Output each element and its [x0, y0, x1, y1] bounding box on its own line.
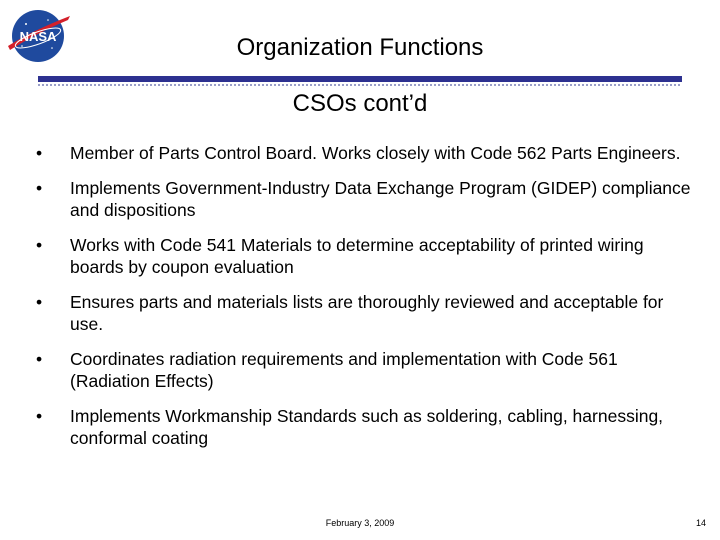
bullet-item — [36, 348, 696, 392]
bullet-dot-icon: • — [36, 235, 43, 255]
slide-title: Organization Functions — [236, 34, 484, 61]
bullet-item — [36, 234, 696, 278]
bullet-text: Ensures parts and materials lists are thoroughly reviewed and acceptable for use. — [70, 292, 664, 334]
bullet-list — [36, 142, 696, 462]
bullet-dot-icon: • — [36, 143, 43, 163]
page-number: 14 — [695, 518, 706, 528]
nasa-logo-text: NASA — [19, 29, 57, 44]
nasa-logo — [4, 6, 72, 66]
bullet-item — [36, 142, 696, 164]
bullet-item — [36, 405, 696, 449]
bullet-dot-icon: • — [36, 349, 43, 369]
bullet-item — [36, 291, 696, 335]
nasa-meatball-icon — [4, 6, 72, 66]
slide-subtitle: CSOs cont’d — [292, 90, 428, 117]
title-divider — [38, 76, 682, 82]
bullet-text: Implements Workmanship Standards such as soldering, cabling, harnessing, conformal coating — [70, 406, 664, 448]
bullet-dot-icon: • — [36, 292, 43, 312]
bullet-text: Member of Parts Control Board. Works closely with Code 562 Parts Engineers. — [70, 143, 681, 163]
bullet-dot-icon: • — [36, 406, 43, 426]
bullet-text: Coordinates radiation requirements and implementation with Code 561 (Radiation Effects) — [70, 349, 618, 391]
bullet-text: Implements Government-Industry Data Exchange Program (GIDEP) compliance and dispositions — [70, 178, 691, 220]
footer-date: February 3, 2009 — [325, 518, 395, 528]
bullet-text: Works with Code 541 Materials to determine acceptability of printed wiring boards by coupon evaluation — [70, 235, 644, 277]
bullet-dot-icon: • — [36, 178, 43, 198]
title-divider-dots — [38, 84, 682, 86]
bullet-item — [36, 177, 696, 221]
